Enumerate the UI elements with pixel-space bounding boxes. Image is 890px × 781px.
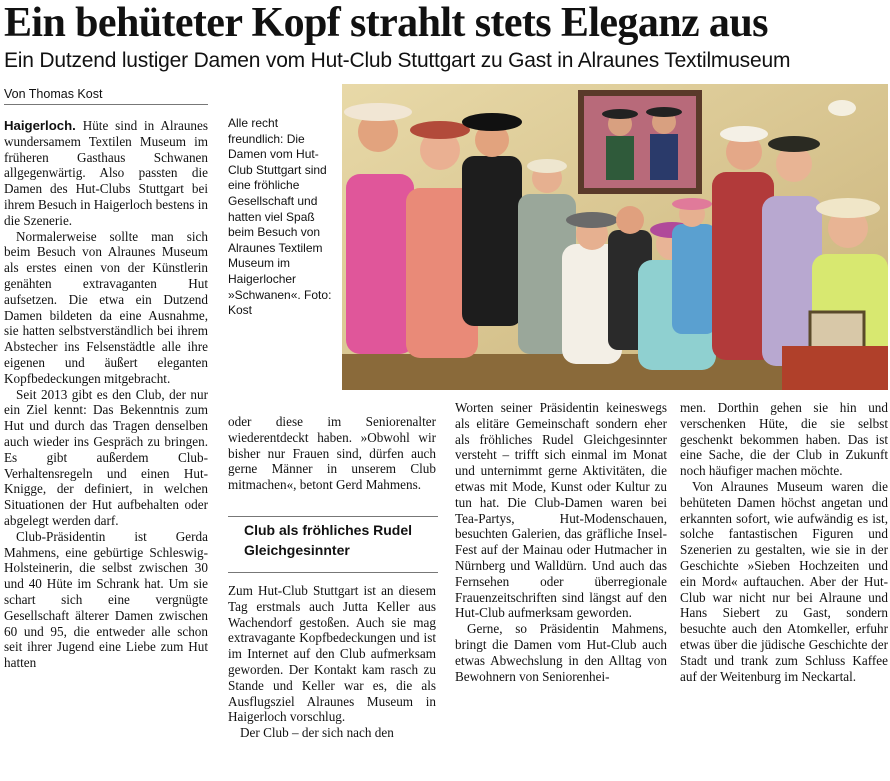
subheadline: Ein Dutzend lustiger Damen vom Hut-Club Stuttgart zu Gast in Alraunes Textilmuseum xyxy=(4,49,791,72)
dateline: Haigerloch. xyxy=(4,118,76,133)
paragraph: Club-Präsidentin ist Gerda Mahmens, eine gebürtige Schleswig-Holsteinerin, die selbst zwischen 30 und 40 Hüte im Schrank hat. Um sie schart sich eine vergnügte Gesellschaft älterer Damen zwischen 60 und 95, die entweder alle schon seit ihrer Jugend eine Liebe zum Hut hatten xyxy=(4,528,208,671)
box-rule-bottom xyxy=(228,572,438,573)
headline: Ein behüteter Kopf strahlt stets Eleganz aus xyxy=(4,0,768,46)
column-4 xyxy=(680,400,888,781)
group-photo xyxy=(342,84,888,390)
intertitle: Club als fröhliches Rudel Gleichgesinnter xyxy=(244,522,413,558)
painting-icon xyxy=(578,90,702,194)
paragraph: Worten seiner Präsidentin keineswegs als elitäre Gemeinschaft sondern eher als fröhliches Rudel Gleichgesinnter versteht – trifft sich einmal im Monat und unternimmt gerne Aktivitäten, die etwas mit Mode, Kunst oder Kultur zu tun hat. Die Club-Damen waren bei Tea-Partys, Hut-Modenschauen, besuchten Galerien, das gräfliche Insel-Fest auf der Mainau oder Hutmacher in Nürnberg und Walldürn. Und auch das Fernsehen oder überregionale Frauenzeitschriften sind längst auf den Hut-Club aufmerksam geworden. xyxy=(455,400,667,621)
byline: Von Thomas Kost xyxy=(4,87,103,101)
paragraph: men. Dorthin gehen sie hin und verschenken Hüte, die sie selbst geschenkt bekommen haben. Das ist eine Sache, die der Club in Zukunft noch häufiger machen möchte. xyxy=(680,400,888,479)
column-2 xyxy=(228,414,436,516)
paragraph: Seit 2013 gibt es den Club, der nur ein Ziel kennt: Das Bekenntnis zum Hut und durch das Tragen denselben auch wieder ins Gespräch zu bringen. Es gibt außerdem Club-Verhaltensregeln und einen Hut-Knigge, der definiert, in welchen Situationen der Hut aufbehalten oder abgelegt werden darf. xyxy=(4,386,208,528)
column-1 xyxy=(4,118,208,781)
box-rule-top xyxy=(228,516,438,517)
paragraph: Gerne, so Präsidentin Mahmens, bringt die Damen vom Hut-Club auch etwas Abwechslung in den Alltag von Bewohnern von Seniorenhei- xyxy=(455,621,667,684)
photo-caption: Alle recht freundlich: Die Damen vom Hut-Club Stuttgart sind eine fröhliche Gesellschaft und hatten viel Spaß beim Besuch von Alraunes Textilem Museum im Haigerlocher »Schwanen«. Foto: Kost xyxy=(228,116,332,318)
table-icon xyxy=(782,346,888,390)
byline-rule xyxy=(4,104,208,105)
column-2-continued xyxy=(228,583,436,781)
paragraph: Zum Hut-Club Stuttgart ist an diesem Tag erstmals auch Jutta Keller aus Wachendorf gestoßen. Auch sie mag extravagante Kopfbedeckungen und ist im Internet auf den Club aufmerksam geworden. Der Kontakt kam rasch zu Stande und Keller war es, die als Ausflugsziel Alraunes Museum in Haigerloch vorschlug. xyxy=(228,583,436,725)
paragraph-text: Hüte sind in Alraunes wundersamem Textilen Museum im früheren Gasthaus Schwanen allgegenwärtig. Also passten die Damen des Hut-Clubs Stuttgart bei ihrem Besuch in Haigerloch bestens in die Szenerie. xyxy=(4,118,208,228)
column-3 xyxy=(455,400,667,781)
paragraph: Von Alraunes Museum waren die behüteten Damen höchst angetan und erkannten sofort, wie aufwändig es ist, solche fantastischen Figuren und Szenerien zu gestalten, wie sie in der Geschichte »Sieben Hochzeiten und ein Mord« auftauchen. Aber der Hut-Club war nicht nur bei Alraune und Hans Siebert zu Gast, sondern besuchte auch den Atomkeller, erfuhr etwas über die jüdische Geschichte der Stadt und trank zum Schluss Kaffee auf der Weitenburg im Neckartal. xyxy=(680,478,888,684)
paragraph: oder diese im Seniorenalter wiederentdeckt haben. »Obwohl wir bisher nur Frauen sind, dürfen auch gerne Männer in unserem Club mitmachen«, betont Gerd Mahmens. xyxy=(228,414,436,493)
paragraph: Der Club – der sich nach den xyxy=(240,725,394,741)
paragraph: Normalerweise sollte man sich beim Besuch von Alraunes Museum als erstes einen von der Künstlerin genähten extravaganten Hut aufsetzen. Die etwa ein Dutzend Damen bildeten da eine Ausnahme, sie hatten selbstverständlich bei ihrem Abstecher ins Felsenstädtle alle ihre eigenen und äußert eleganten Kopfbedeckungen mitgebracht. xyxy=(4,228,208,386)
paragraph xyxy=(4,118,208,229)
